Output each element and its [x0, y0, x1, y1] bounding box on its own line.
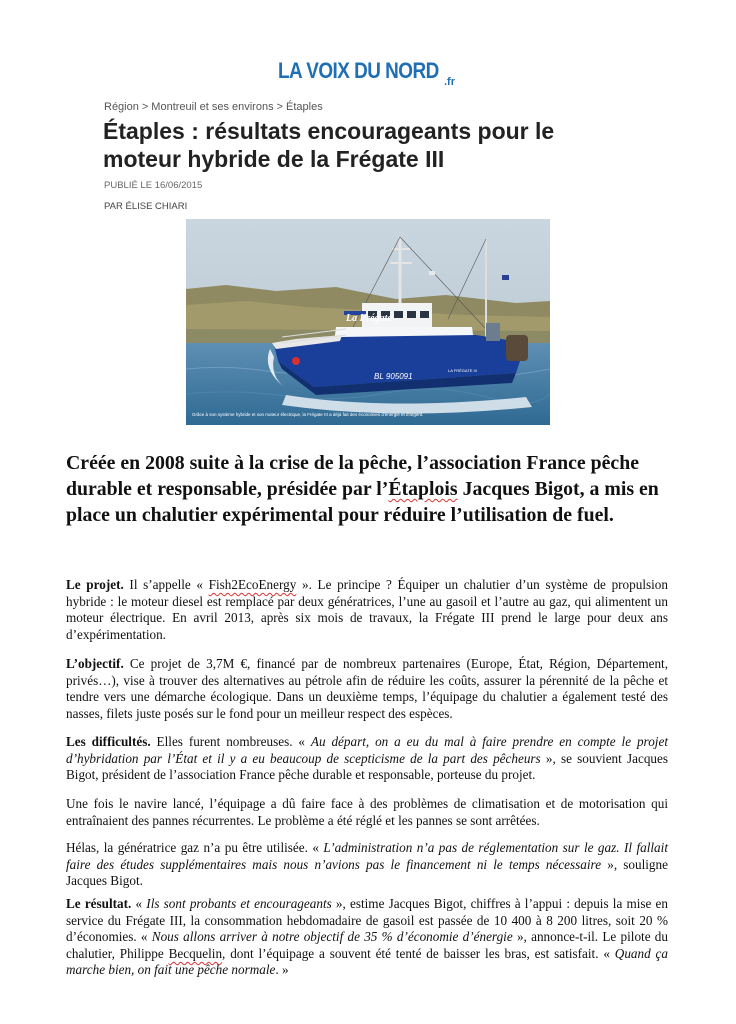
author-label: PAR: [104, 201, 123, 212]
author-byline: [104, 201, 187, 212]
article-lead: [66, 450, 686, 528]
paragraph-text: », annonce-t-il. Le pilote du chalutier, Philippe: [66, 929, 668, 961]
paragraph-navire: Une fois le navire lancé, l’équipage a dû faire face à des problèmes de climatisation et de motorisation qui entraînaient des pannes récurrentes. Le problème a été réglé et les pannes se sont arrêtées.: [66, 796, 668, 828]
lead-text-2: Jacques Bigot, a mis en place un chalutier expérimental pour réduire l’utilisation de fuel.: [66, 478, 659, 526]
paragraph-text: Hélas, la génératrice gaz n’a pu être utilisée. «: [66, 840, 324, 855]
paragraph-projet: [66, 577, 668, 643]
date-label: PUBLIÉ LE: [104, 180, 153, 191]
paragraph-quote: Nous allons arriver à notre objectif de 35 % d’économie d’énergie: [151, 929, 513, 945]
paragraph-quote: Ils sont probants et encourageants: [146, 896, 332, 911]
hull-registration-text: BL 905091: [374, 372, 413, 381]
author-name[interactable]: ÉLISE CHIARI: [125, 201, 188, 212]
boat-name-text: La Frégate: [346, 313, 392, 324]
site-logo-text: LA VOIX DU NORD: [278, 58, 439, 83]
paragraph-text: », souligne Jacques Bigot.: [66, 856, 668, 889]
paragraph-text: », se souvient Jacques Bigot, président de l’association France pêche durable et responsable, porteuse du projet.: [66, 750, 668, 783]
project-name: Fish2EcoEnergy: [208, 577, 297, 592]
paragraph-generatrice: [66, 840, 668, 890]
site-logo[interactable]: [278, 58, 478, 94]
paragraph-difficultes: [66, 734, 668, 784]
breadcrumb-item-montreuil[interactable]: Montreuil et ses environs: [151, 101, 274, 113]
publication-date: [104, 180, 202, 191]
paragraph-text: . »: [275, 962, 289, 978]
breadcrumb: [104, 101, 323, 113]
lead-underlined-word: Étaplois: [388, 478, 458, 500]
site-logo-suffix: .fr: [444, 76, 455, 88]
paragraph-text: », estime Jacques Bigot, chiffres à l’appui : depuis la mise en service du Frégate III, la consommation hebdomadaire de gasoil est passée de 10 400 à 8 200 litres, soit 20 % d’économies. «: [66, 896, 669, 945]
photo-caption: Grâce à son système hybride et son moteur électrique, la Frégate III a déjà fait des économies d'énergie et d'argent.: [192, 412, 424, 417]
paragraph-text: «: [131, 896, 147, 911]
paragraph-objectif: [66, 656, 668, 722]
paragraph-label: Le projet.: [66, 577, 124, 592]
paragraph-label: Les difficultés.: [66, 734, 151, 749]
paragraph-label: Le résultat.: [66, 896, 132, 911]
breadcrumb-separator: >: [141, 101, 149, 113]
breadcrumb-item-etaples[interactable]: Étaples: [286, 101, 323, 113]
pilot-name: Becquelin: [168, 945, 223, 961]
paragraph-label: L’objectif.: [66, 656, 124, 671]
paragraph-text: Ce projet de 3,7M €, financé par de nombreux partenaires (Europe, État, Région, Département, privés…), vise à trouver des alternatives au pétrole afin de réduire les coûts, assurer la pérennité de la pêche et tendre vers une démarche écologique. Dans un deuxième temps, l’équipage du chalutier a également testé des nasses, filets juste posés sur le fond pour un meilleur respect des espèces.: [66, 656, 668, 721]
lead-text-1: Créée en 2008 suite à la crise de la pêche, l’association France pêche durable et responsable, présidée par l’: [66, 452, 639, 500]
paragraph-quote: L’administration n’a pas de réglementation sur le gaz. Il fallait faire des études supplémentaires mais nous n’avions pas le financement ni le temps nécessaire: [66, 840, 668, 872]
paragraph-text: Il s’appelle «: [123, 577, 209, 592]
article-title: Étaples : résultats encourageants pour le moteur hybride de la Frégate III: [103, 118, 555, 172]
paragraph-text: ». Le principe ? Équiper un chalutier d’un système de propulsion hybride : le moteur diesel est remplacé par deux génératrices, l’une au gasoil et l’autre au gaz, qui alimentent un moteur électrique. En avril 2013, après six mois de travaux, la Frégate III prend le large pour deux ans d’expérimentation.: [66, 577, 668, 642]
breadcrumb-separator: >: [276, 101, 284, 113]
paragraph-quote: Au départ, on a eu du mal à faire prendre en compte le projet d’hybridation par l’État et il y a eu beaucoup de scepticisme de la part des pêcheurs: [66, 734, 668, 766]
paragraph-text: , dont l’équipage a souvent été tenté de baisser les bras, est satisfait. «: [222, 945, 615, 961]
paragraph-quote: Quand ça marche bien, on fait une pêche normale: [66, 945, 668, 978]
paragraph-resultat: [66, 896, 668, 979]
paragraph-text: Elles furent nombreuses. «: [150, 734, 311, 749]
breadcrumb-item-region[interactable]: Région: [104, 101, 139, 113]
stern-name-text: LA FRÉGATE III: [448, 368, 477, 373]
article-photo: [186, 219, 550, 425]
date-value: 16/06/2015: [154, 180, 203, 191]
